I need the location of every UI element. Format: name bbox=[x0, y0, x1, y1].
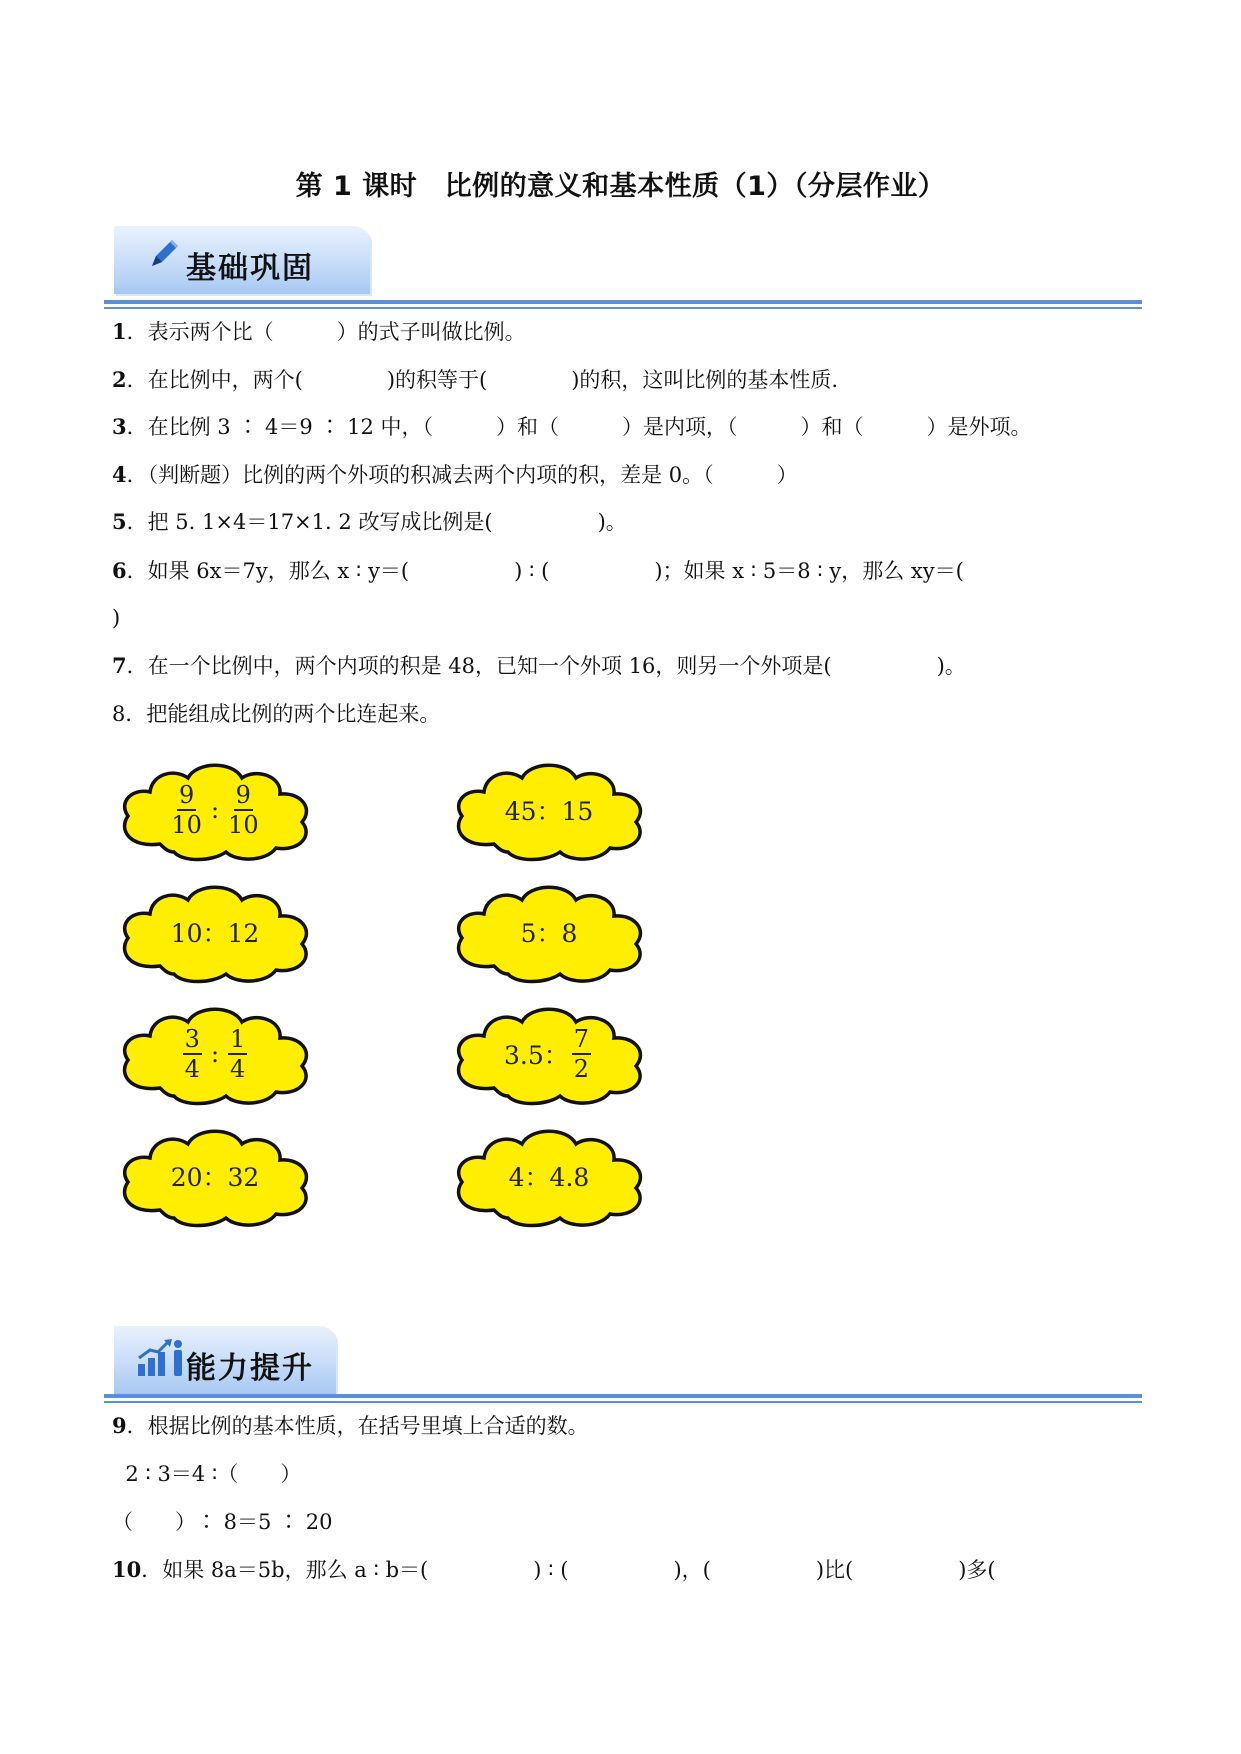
question-1: 1．表示两个比（ ）的式子叫做比例。 bbox=[112, 319, 526, 344]
cloud-left-4[interactable]: 20：32 bbox=[116, 1122, 314, 1230]
cloud-left-1[interactable]: $\frac{9}{10}$ : $\frac{9}{10}$ bbox=[116, 756, 314, 864]
question-7: 7．在一个比例中，两个内项的积是 48，已知一个外项 16，则另一个外项是( )。 bbox=[112, 653, 966, 678]
question-9-part-2: （ ）∶ 8＝5 ∶ 20 bbox=[112, 1510, 333, 1534]
question-4: 4．（判断题）比例的两个外项的积减去两个内项的积，差是 0。（ ） bbox=[112, 462, 798, 487]
section-tab-advanced bbox=[114, 1326, 336, 1394]
question-5: 5．把 5. 1×4＝17×1. 2 改写成比例是( )。 bbox=[112, 509, 627, 534]
cloud-right-3[interactable]: 3.5： $\frac{7}{2}$ bbox=[450, 1000, 648, 1108]
page-title: 第 1 课时 比例的意义和基本性质（1）（分层作业） bbox=[295, 171, 946, 202]
section-rule-advanced bbox=[104, 1394, 1142, 1403]
question-8: 8．把能组成比例的两个比连起来。 bbox=[112, 702, 441, 726]
section-rule-basic bbox=[104, 300, 1142, 309]
question-10: 10．如果 8a＝5b，那么 a ∶ b＝( ) ∶ ( )，( )比( )多( bbox=[112, 1557, 996, 1582]
question-2: 2．在比例中，两个( )的积等于( )的积，这叫比例的基本性质. bbox=[112, 367, 839, 392]
cloud-right-4[interactable]: 4：4.8 bbox=[450, 1122, 648, 1230]
section-label-basic: 基础巩固 bbox=[186, 251, 314, 286]
section-label-advanced: 能力提升 bbox=[186, 1351, 314, 1386]
cloud-left-2[interactable]: 10：12 bbox=[116, 878, 314, 986]
cloud-left-3[interactable]: $\frac{3}{4}$ : $\frac{1}{4}$ bbox=[116, 1000, 314, 1108]
growth-chart-icon bbox=[136, 1336, 186, 1378]
cloud-right-2[interactable]: 5：8 bbox=[450, 878, 648, 986]
pencil-icon bbox=[144, 236, 182, 274]
question-6-continued: ) bbox=[112, 606, 121, 630]
question-3: 3．在比例 3 ∶ 4＝9 ∶ 12 中，（ ）和（ ）是内项，（ ）和（ ）是外项。 bbox=[112, 414, 1032, 439]
question-6: 6．如果 6x＝7y，那么 x ∶ y＝( ) ∶ ( )；如果 x ∶ 5＝8 ∶ y，那么 xy＝( bbox=[112, 558, 964, 583]
section-tab-basic bbox=[114, 226, 370, 294]
cloud-right-1[interactable]: 45：15 bbox=[450, 756, 648, 864]
question-9-part-1: 2 ∶ 3＝4 ∶（ ） bbox=[112, 1462, 302, 1486]
question-9: 9．根据比例的基本性质，在括号里填上合适的数。 bbox=[112, 1413, 589, 1438]
